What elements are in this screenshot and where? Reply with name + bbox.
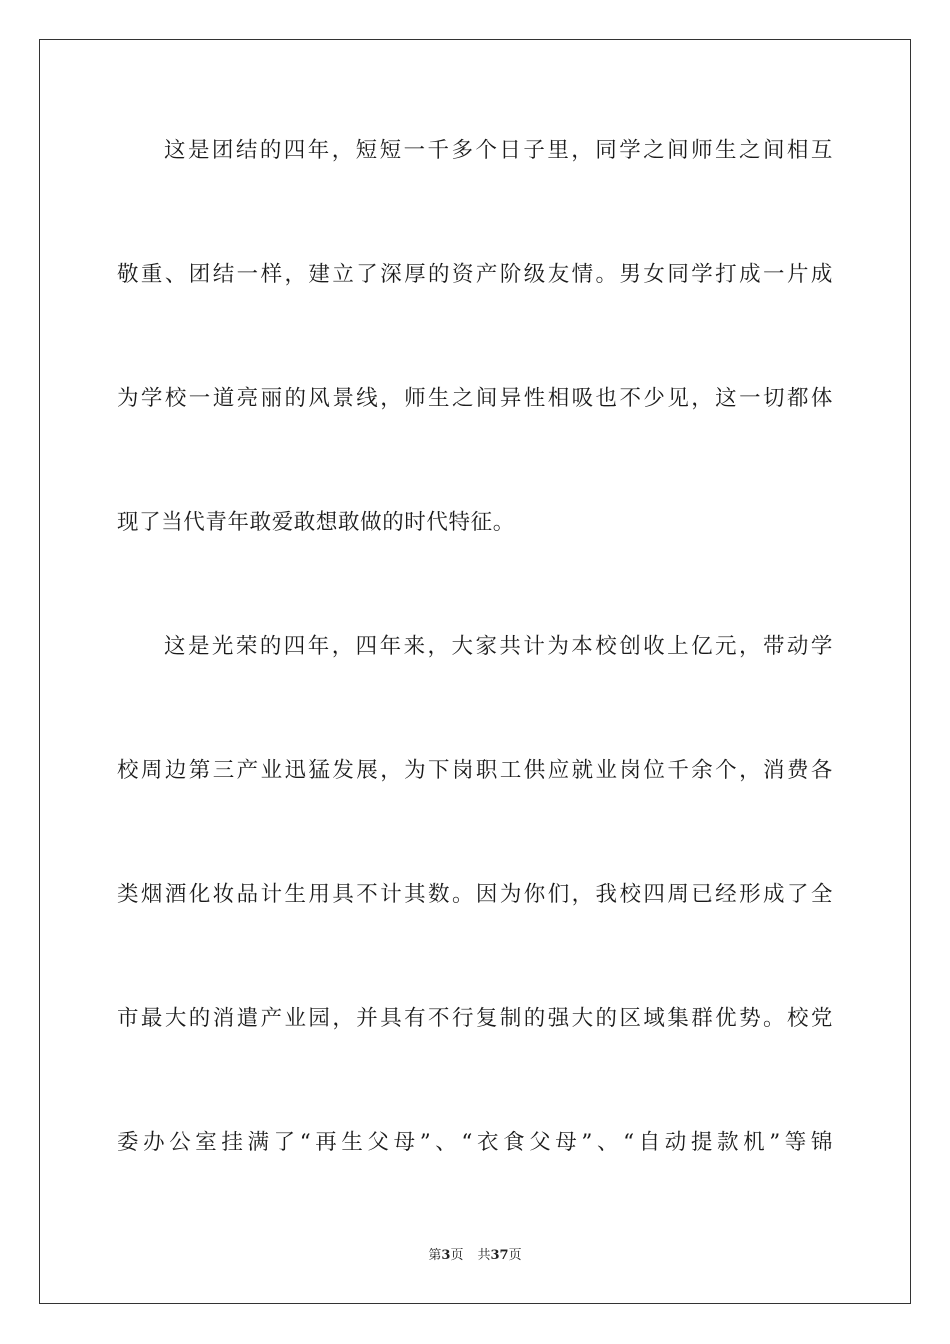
paragraph-2-line-5: 委办公室挂满了“再生父母”、“衣食父母”、“自动提款机”等锦 [117,1130,833,1155]
paragraph-1-line-1: 这是团结的四年，短短一千多个日子里，同学之间师生之间相互 [164,138,833,163]
total-pages: 37 [490,1248,509,1263]
page-footer [0,1247,950,1265]
paragraph-2-line-3: 类烟酒化妆品计生用具不计其数。因为你们，我校四周已经形成了全 [117,882,833,907]
page-number: 3 [441,1248,451,1263]
page-suffix: 页 [450,1248,464,1263]
total-suffix: 页 [508,1248,522,1263]
paragraph-1-line-4: 现了当代青年敢爱敢想敢做的时代特征。 [117,510,515,535]
paragraph-2-line-1: 这是光荣的四年，四年来，大家共计为本校创收上亿元，带动学 [164,634,833,659]
paragraph-2-line-4: 市最大的消遣产业园，并具有不行复制的强大的区域集群优势。校党 [117,1006,833,1031]
total-prefix: 共 [477,1248,491,1263]
page-border [39,39,911,1304]
page-prefix: 第 [428,1248,442,1263]
paragraph-1-line-3: 为学校一道亮丽的风景线，师生之间异性相吸也不少见，这一切都体 [117,386,833,411]
paragraph-1-line-2: 敬重、团结一样，建立了深厚的资产阶级友情。男女同学打成一片成 [117,262,833,287]
paragraph-2-line-2: 校周边第三产业迅猛发展，为下岗职工供应就业岗位千余个，消费各 [117,758,833,783]
